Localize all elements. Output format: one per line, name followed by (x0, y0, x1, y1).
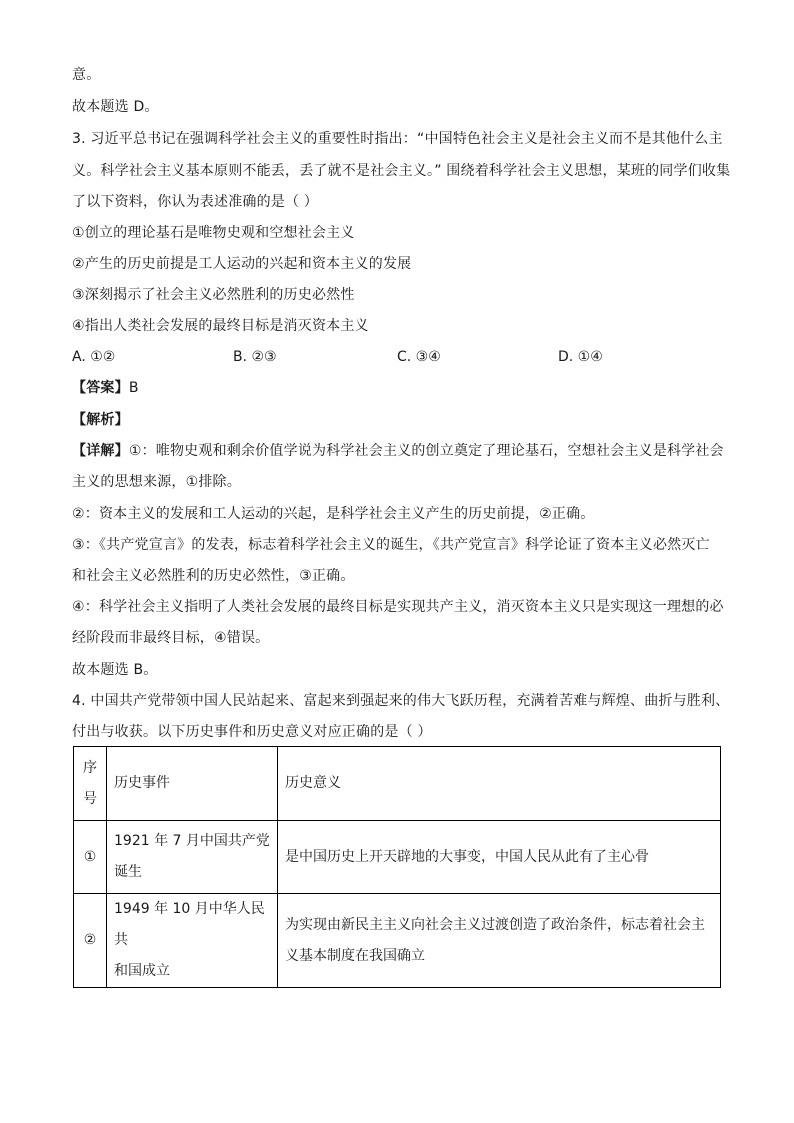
q3-stem-line-3: 了以下资料，你认为表述准确的是（ ） (72, 194, 319, 210)
q3-detail-3a: ③：《共产党宣言》的发表，标志着科学社会主义的诞生，《共产党宣言》科学论证了资本主义必然灭亡 (72, 537, 710, 553)
q3-detail-3b: 和社会主义必然胜利的历史必然性，③正确。 (72, 568, 355, 584)
q3-detail-2: ②：资本主义的发展和工人运动的兴起，是科学社会主义产生的历史前提，②正确。 (72, 506, 595, 522)
row-event (107, 894, 278, 988)
q3-item-2: ②产生的历史前提是工人运动的兴起和资本主义的发展 (72, 256, 412, 272)
header-number (74, 747, 107, 821)
q4-table (73, 746, 721, 988)
row-meaning (278, 894, 721, 988)
q3-stem-line-2: 义。科学社会主义基本原则不能丢，丢了就不是社会主义。” 围绕着科学社会主义思想，某班的同学们收集 (72, 163, 731, 179)
q3-detail-1a (72, 442, 724, 460)
row-event-line-2: 和国成立 (114, 963, 170, 979)
row-number: ① (74, 821, 107, 894)
q3-option-d: D. ①④ (558, 349, 603, 365)
prev-conclusion: 故本题选 D。 (72, 99, 159, 115)
detail-text-1a: ①：唯物史观和剩余价值学说为科学社会主义的创立奠定了理论基石，空想社会主义是科学社会 (128, 443, 724, 459)
q3-option-a: A. ①② (72, 349, 116, 365)
q3-detail-4b: 经阶段而非最终目标，④错误。 (72, 630, 270, 646)
row-meaning-line-2: 义基本制度在我国确立 (285, 947, 425, 964)
row-event (107, 821, 278, 894)
q3-analysis-label: 【解析】 (72, 412, 129, 428)
q3-conclusion: 故本题选 B。 (72, 662, 158, 678)
q3-item-1: ①创立的理论基石是唯物史观和空想社会主义 (72, 225, 355, 241)
q3-detail-4a: ④：科学社会主义指明了人类社会发展的最终目标是实现共产主义，消灭资本主义只是实现这一理想的必 (72, 599, 724, 615)
header-meaning: 历史意义 (278, 747, 721, 821)
q3-answer (72, 379, 139, 397)
answer-value: B (128, 380, 139, 396)
prev-answer-tail: 意。 (72, 67, 101, 83)
q3-option-c: C. ③④ (397, 349, 441, 365)
q4-stem-line-1: 4. 中国共产党带领中国人民站起来、富起来到强起来的伟大飞跃历程，充满着苦难与辉煌、曲折与胜利、 (72, 693, 730, 709)
header-number-2: 号 (83, 790, 97, 807)
q3-stem-line-1: 3. 习近平总书记在强调科学社会主义的重要性时指出：“中国特色社会主义是社会主义而不是其他什么主 (72, 131, 723, 147)
row-event-line-2: 诞生 (114, 864, 142, 880)
answer-label: 【答案】 (72, 380, 129, 396)
row-event-line-1: 1921 年 7 月中国共产党 (114, 833, 270, 849)
q3-item-4: ④指出人类社会发展的最终目标是消灭资本主义 (72, 318, 369, 334)
q3-detail-1b: 主义的思想来源，①排除。 (72, 474, 241, 490)
detail-label: 【详解】 (72, 443, 129, 459)
row-meaning: 是中国历史上开天辟地的大事变，中国人民从此有了主心骨 (278, 821, 721, 894)
row-event-line-1: 1949 年 10 月中华人民共 (114, 901, 265, 948)
table-header-row (74, 747, 721, 821)
q4-stem-line-2: 付出与收获。以下历史事件和历史意义对应正确的是（ ） (72, 724, 432, 740)
row-meaning-line-1: 为实现由新民主主义向社会主义过渡创造了政治条件，标志着社会主 (285, 916, 705, 933)
q3-option-b: B. ②③ (233, 349, 277, 365)
table-row (74, 821, 721, 894)
header-event: 历史事件 (107, 747, 278, 821)
table-row (74, 894, 721, 988)
header-number-1: 序 (83, 759, 97, 776)
q3-item-3: ③深刻揭示了社会主义必然胜利的历史必然性 (72, 287, 355, 303)
row-number: ② (74, 894, 107, 988)
